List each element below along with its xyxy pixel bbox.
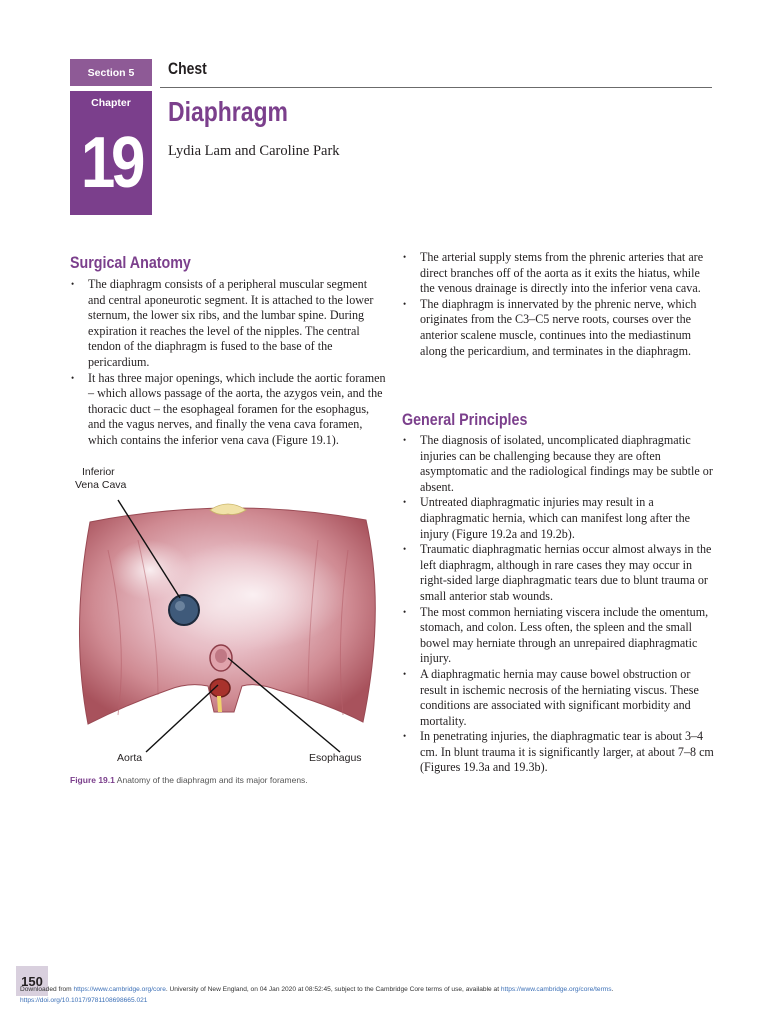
footer-text: . University of New England, on 04 Jan 2020 at 08:52:45, subject to the Cambridge Core terms of use, available at [165, 986, 501, 993]
download-footer [20, 984, 750, 1006]
label-aorta: Aorta [117, 752, 143, 764]
chapter-box [70, 91, 152, 215]
surgical-anatomy-heading: Surgical Anatomy [70, 253, 191, 272]
section-tab [70, 59, 152, 86]
label-inferior: Inferior [82, 466, 115, 478]
list-item: • Traumatic diaphragmatic hernias occur almost always in the left diaphragm, although in rare cases they may occur in right-sided large diaphragmatic tears due to blunt trauma or small anterior stab wounds. [402, 542, 714, 604]
part-title: Chest [168, 59, 207, 78]
right-top-list [402, 250, 714, 359]
aortic-foramen [210, 679, 230, 697]
list-item: • The diaphragm consists of a peripheral muscular segment and central aponeurotic segment. It is attached to the lower sternum, the lower six ribs, and the lumbar spine. During expiration it reaches the level of the nipples. The central tendon of the diaphragm is fused to the base of the pericardium. [70, 277, 386, 371]
figure-caption [70, 775, 308, 785]
list-item: • The arterial supply stems from the phrenic arteries that are direct branches off of the aorta as it exits the hiatus, while the venous drainage is directly into the inferior vena cava. [402, 250, 714, 297]
vena-cava-foramen [169, 595, 199, 625]
diaphragm-illustration [68, 490, 390, 760]
label-esophagus: Esophagus [309, 752, 362, 764]
chapter-number: 19 [80, 123, 142, 203]
page-number: 150 [16, 966, 48, 996]
chapter-label: Chapter [91, 97, 131, 109]
list-item: • In penetrating injuries, the diaphragmatic tear is about 3–4 cm. In blunt trauma it is significantly larger, at about 7–8 cm (Figures 19.3a and 19.3b). [402, 729, 714, 776]
list-item: • It has three major openings, which include the aortic foramen – which allows passage of the aorta, the azygos vein, and the thoracic duct – the esophageal foramen for the esophagus, and the vagus nerves, and finally the vena cava foramen, which contains the inferior vena cava (Figure 19.1). [70, 371, 386, 449]
list-item: • The diaphragm is innervated by the phrenic nerve, which originates from the C3–C5 nerve roots, courses over the anterior scalene muscle, continues into the mediastinum along the pericardium, and terminates in the diaphragm. [402, 297, 714, 359]
list-item: • The most common herniating viscera include the omentum, stomach, and colon. Less often, the spleen and the small bowel may herniate through an unrepaired diaphragmatic injury. [402, 605, 714, 667]
list-item: • Untreated diaphragmatic injuries may result in a diaphragmatic hernia, which can manifest long after the injury (Figure 19.2a and 19.2b). [402, 495, 714, 542]
cambridge-core-link[interactable]: https://www.cambridge.org/core [73, 986, 166, 993]
list-item: • A diaphragmatic hernia may cause bowel obstruction or result in ischemic necrosis of the herniating viscus. These conditions are associated with significant morbidity and mortality. [402, 667, 714, 729]
header-rule [160, 87, 712, 88]
authors: Lydia Lam and Caroline Park [168, 143, 340, 159]
label-vena-cava: Vena Cava [75, 479, 127, 491]
doi-link[interactable]: https://doi.org/10.1017/9781108698665.021 [20, 997, 148, 1004]
chapter-title: Diaphragm [168, 96, 288, 127]
footer-text: Downloaded from [20, 986, 74, 993]
terms-link[interactable]: https://www.cambridge.org/core/terms [500, 986, 612, 993]
footer-text: . [611, 986, 614, 993]
section-label: Section 5 [87, 66, 135, 79]
caption-text: Anatomy of the diaphragm and its major foramens. [116, 775, 308, 785]
surgical-anatomy-list [70, 277, 386, 449]
general-principles-list [402, 433, 714, 776]
list-item: • The diagnosis of isolated, uncomplicated diaphragmatic injuries can be challenging because they are often asymptomatic and the radiological findings may be subtle or absent. [402, 433, 714, 495]
caption-label: Figure 19.1 [70, 775, 115, 785]
general-principles-heading: General Principles [402, 410, 528, 429]
